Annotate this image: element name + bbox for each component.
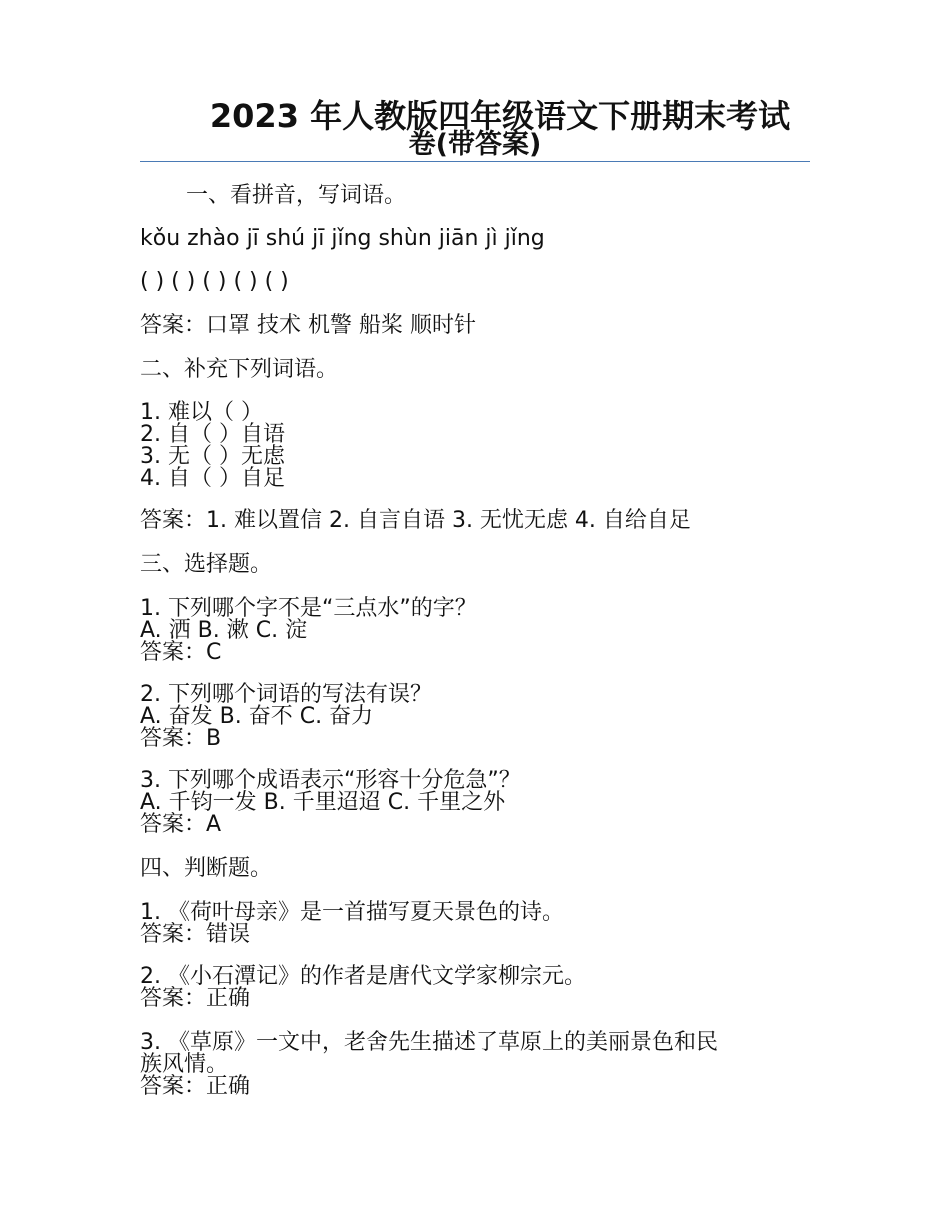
section-2-answer: 答案：1. 难以置信 2. 自言自语 3. 无忧无虑 4. 自给自足 — [140, 508, 691, 533]
judge-question-3: 3. 《草原》一文中，老舍先生描述了草原上的美丽景色和民 — [140, 1030, 718, 1055]
choice-options-2: A. 奋发 B. 奋不 C. 奋力 — [140, 704, 374, 729]
section-2-heading: 二、补充下列词语。 — [140, 357, 339, 382]
choice-question-3: 3. 下列哪个成语表示“形容十分危急”？ — [140, 768, 521, 793]
judge-answer-3: 答案：正确 — [140, 1074, 251, 1099]
choice-question-2: 2. 下列哪个词语的写法有误？ — [140, 682, 432, 707]
choice-options-1: A. 洒 B. 漱 C. 淀 — [140, 618, 308, 643]
document-title-continued: 卷(带答案) — [408, 129, 542, 160]
title-divider — [140, 161, 810, 162]
section-1-answer: 答案：口罩 技术 机警 船桨 顺时针 — [140, 313, 476, 338]
judge-question-2: 2. 《小石潭记》的作者是唐代文学家柳宗元。 — [140, 964, 586, 989]
judge-answer-2: 答案：正确 — [140, 986, 251, 1011]
fill-item-3: 3. 无（ ）无虑 — [140, 444, 285, 469]
choice-options-3: A. 千钧一发 B. 千里迢迢 C. 千里之外 — [140, 790, 506, 815]
choice-answer-1: 答案：C — [140, 640, 222, 665]
pinyin-line: kǒu zhào jī shú jī jǐng shùn jiān jì jǐng — [140, 226, 545, 251]
judge-question-3-continued: 族风情。 — [140, 1052, 229, 1077]
judge-answer-1: 答案：错误 — [140, 922, 251, 947]
blanks-line: ( ) ( ) ( ) ( ) ( ) — [140, 269, 289, 294]
fill-item-4: 4. 自（ ）自足 — [140, 466, 285, 491]
fill-item-2: 2. 自（ ）自语 — [140, 422, 285, 447]
choice-question-1: 1. 下列哪个字不是“三点水”的字？ — [140, 596, 477, 621]
choice-answer-3: 答案：A — [140, 812, 222, 837]
document-title: 2023 年人教版四年级语文下册期末考试 — [209, 97, 791, 135]
section-4-heading: 四、判断题。 — [140, 856, 273, 881]
section-3-heading: 三、选择题。 — [140, 552, 273, 577]
judge-question-1: 1. 《荷叶母亲》是一首描写夏天景色的诗。 — [140, 900, 564, 925]
fill-item-1: 1. 难以（ ） — [140, 400, 263, 425]
choice-answer-2: 答案：B — [140, 726, 222, 751]
section-1-heading: 一、看拼音，写词语。 — [186, 183, 407, 208]
